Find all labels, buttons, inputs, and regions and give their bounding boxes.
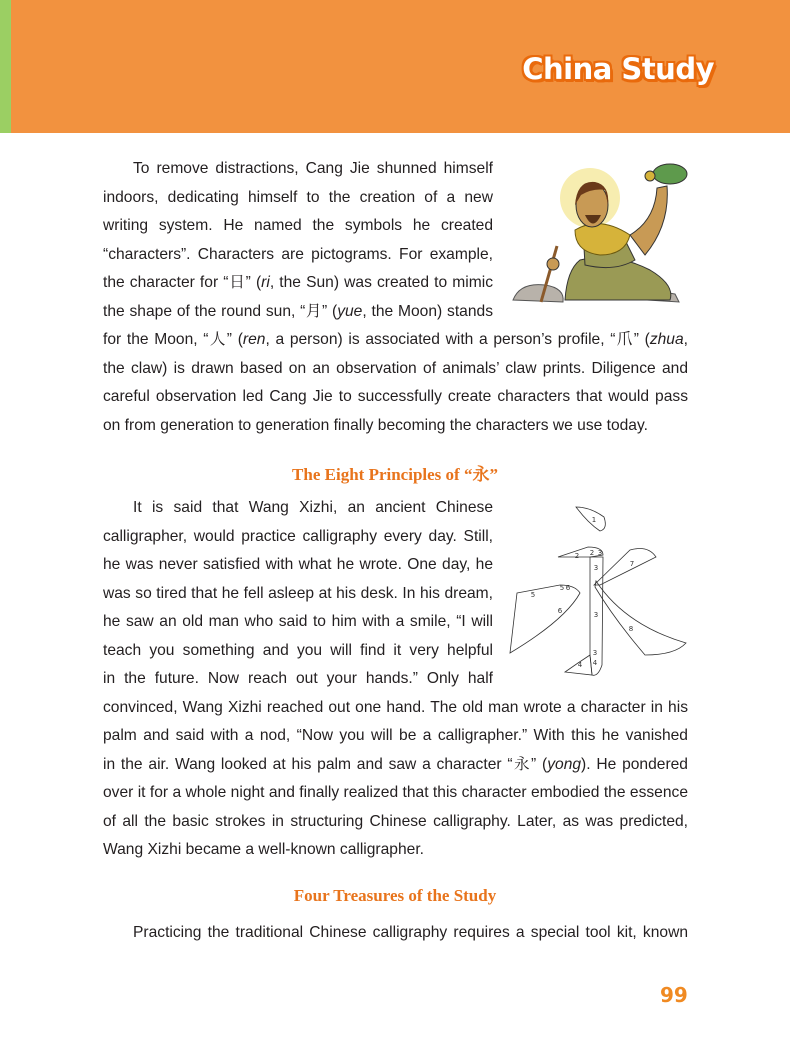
stroke-label: 3 (593, 564, 599, 572)
stroke-label: 3 (592, 649, 598, 657)
text-line (103, 355, 688, 384)
text-line (103, 326, 688, 355)
stroke-label: 4 (592, 659, 598, 667)
text-line (103, 184, 493, 213)
text-segment: in the future. Now reach out your hands.” Only half (103, 670, 493, 687)
green-stripe (0, 0, 11, 133)
text-segment: on from generation to generation finally becoming the characters we use today. (103, 416, 648, 434)
text-segment: careful observation led Cang Jie to successfully create characters that would pass (103, 388, 688, 405)
text-segment: yue (337, 302, 363, 320)
text-line (103, 241, 493, 270)
text-line (103, 836, 688, 865)
text-line (103, 155, 493, 184)
stroke-label: 3 (597, 549, 603, 557)
text-line (103, 298, 493, 327)
stroke-label: 5 (559, 584, 565, 592)
text-line (103, 637, 493, 666)
text-segment: , (683, 331, 688, 348)
text-line (103, 722, 688, 751)
text-line (103, 412, 688, 441)
text-segment: , the Moon) stands (362, 302, 493, 320)
stroke-label: 3 (593, 611, 599, 619)
text-segment: zhua (649, 331, 684, 348)
text-segment: he saw an old man who said to him with a smile, “I will (103, 613, 493, 630)
text-segment: , the Sun) was created to mimic (269, 274, 493, 291)
text-line (103, 580, 493, 609)
text-segment: writing system. He named the symbols he created (103, 217, 493, 234)
text-segment: teach you something and you will find it very helpful (103, 641, 493, 659)
text-segment: ). He pondered (581, 755, 688, 773)
text-segment: It is said that Wang Xizhi, an ancient Chinese (133, 499, 493, 516)
stroke-label: 8 (628, 625, 634, 633)
text-segment: “characters”. Characters are pictograms. For example, (103, 245, 493, 263)
stroke-label: 2 (574, 552, 580, 560)
section-title: China Study (522, 52, 714, 86)
cang-jie-illustration (505, 160, 695, 312)
stroke-label: 4 (577, 661, 583, 669)
text-line (103, 212, 493, 241)
heading-four-treasures: Four Treasures of the Study (293, 886, 497, 905)
text-segment: over it for a whole night and finally realized that this character embodied the essence (103, 784, 688, 801)
text-segment: ren (242, 331, 266, 348)
text-line (103, 919, 688, 948)
text-line (103, 808, 688, 837)
text-segment: in the air. Wang looked at his palm and saw a character “永” ( (103, 755, 548, 773)
text-segment: calligrapher, would practice calligraphy every day. Still, (103, 527, 493, 545)
text-line (103, 269, 493, 298)
text-segment: was so tired that he fell asleep at his desk. In his dream, (103, 584, 493, 602)
stroke-label: 7 (629, 560, 635, 568)
text-segment: for the Moon, “人” ( (103, 331, 243, 348)
heading-eight-principles: The Eight Principles of “永” (292, 465, 498, 484)
text-line (103, 779, 688, 808)
stroke-label: 5 (530, 591, 536, 599)
text-line (103, 608, 493, 637)
text-segment: To remove distractions, Cang Jie shunned himself (133, 160, 493, 177)
text-segment: Wang Xizhi became a well-known calligrapher. (103, 841, 424, 858)
text-segment: Practicing the traditional Chinese calligraphy requires a special tool kit, known (133, 924, 688, 941)
text-line (103, 523, 493, 552)
text-segment: of all the basic strokes in structuring Chinese calligraphy. Later, as was predicted, (103, 812, 688, 830)
text-segment: he was never satisfied with what he wrote. One day, he (103, 556, 493, 573)
yong-stroke-diagram (500, 495, 700, 680)
text-line (103, 751, 688, 780)
stroke-label: 6 (565, 584, 571, 592)
text-line (103, 694, 688, 723)
stroke-label: 6 (557, 607, 563, 615)
page-number: 99 (660, 983, 688, 1007)
text-segment: , a person) is associated with a person’s profile, “爪” ( (265, 331, 650, 348)
stroke-label: 2 (589, 549, 595, 557)
text-segment: palm and said with a nod, “Now you will be a calligrapher.” With this he vanished (103, 727, 688, 744)
text-segment: the shape of the round sun, “月” ( (103, 302, 338, 320)
text-segment: convinced, Wang Xizhi reached out one hand. The old man wrote a character in his (103, 698, 688, 716)
text-segment: the character for “日” ( (103, 274, 262, 291)
stroke-label: 1 (591, 516, 597, 524)
text-line (103, 494, 493, 523)
text-line (103, 665, 493, 694)
text-segment: ri (261, 274, 270, 291)
header-banner (0, 0, 790, 133)
paragraph-four-treasures (103, 919, 688, 948)
text-segment: yong (547, 755, 582, 773)
text-line (103, 551, 493, 580)
text-segment: indoors, dedicating himself to the creation of a new (103, 188, 493, 206)
text-line (103, 383, 688, 412)
text-segment: the claw) is drawn based on an observation of animals’ claw prints. Diligence and (103, 359, 688, 377)
